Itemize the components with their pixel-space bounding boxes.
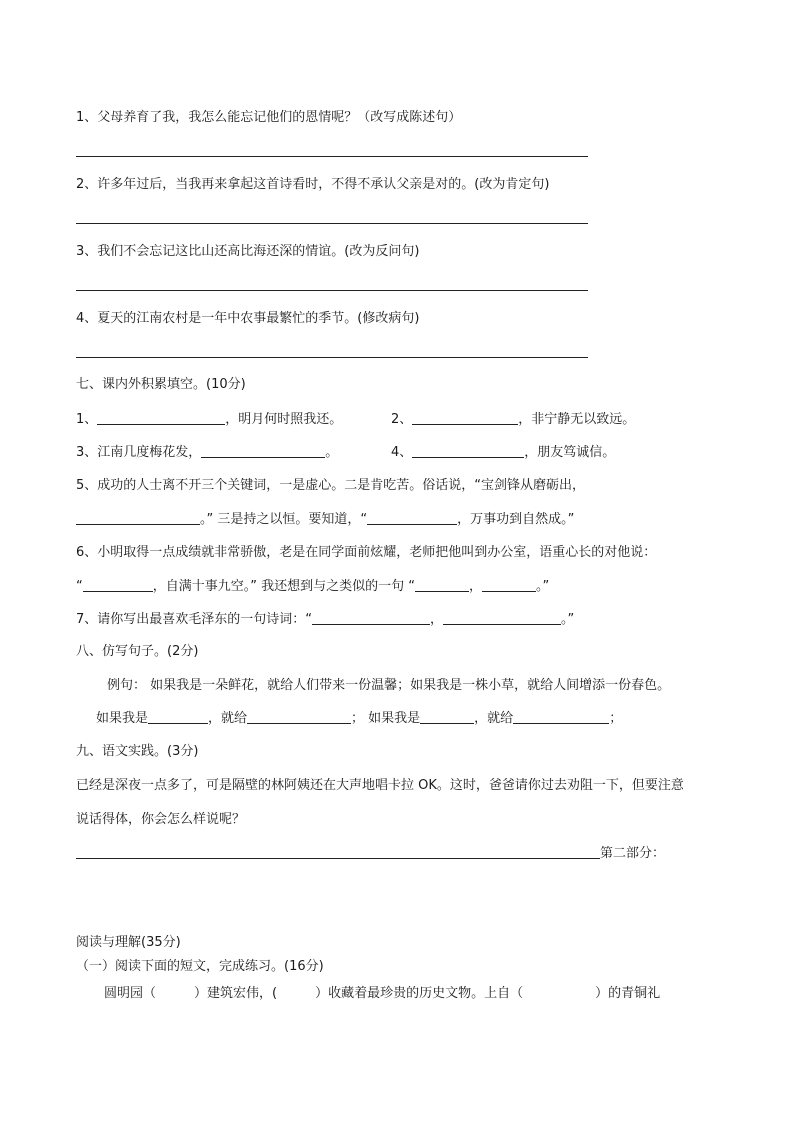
fill-item-5-end: ，万事功到自然成。”	[457, 512, 575, 527]
imitation-blank-1[interactable]	[148, 710, 208, 724]
passage-part-c: ）收藏着最珍贵的历史文物。上自（	[315, 986, 524, 1001]
practice-answer-row	[76, 845, 665, 862]
fill-item-7-close: 。”	[561, 612, 575, 627]
fill-item-6-open: “	[76, 579, 83, 594]
fill-item-1-suffix: ，明月何时照我还。	[225, 412, 343, 427]
fill-blank-6a[interactable]	[83, 578, 153, 592]
fill-blank-4[interactable]	[412, 444, 524, 458]
fill-blank-6b[interactable]	[415, 578, 469, 592]
fill-blank-3[interactable]	[201, 444, 325, 458]
fill-blank-7b[interactable]	[443, 611, 561, 625]
section-9-title: 九、语文实践。(3分)	[76, 744, 199, 759]
fill-item-5-line-1: 5、成功的人士离不开三个关键词，一是虚心。二是肯吃苦。俗话说，“宝剑锋从磨砺出，	[76, 478, 586, 493]
section-8-title: 八、仿写句子。(2分)	[76, 644, 199, 659]
imitation-p5: ；	[609, 711, 623, 726]
fill-blank-5a[interactable]	[76, 511, 200, 525]
practice-answer-line[interactable]	[76, 845, 600, 859]
fill-item-4-suffix: ，朋友笃诚信。	[524, 445, 616, 460]
rewrite-question-4: 4、夏天的江南农村是一年中农事最繁忙的季节。(修改病句)	[76, 311, 420, 326]
fill-item-3	[76, 444, 338, 461]
fill-blank-7a[interactable]	[312, 611, 430, 625]
answer-line-2[interactable]	[76, 223, 588, 224]
part-two-label: 第二部分：	[600, 846, 666, 861]
fill-item-2-prefix: 2、	[391, 412, 413, 427]
fill-item-6-comma: ，	[469, 579, 483, 594]
imitation-p3: ； 如果我是	[351, 711, 421, 726]
reading-subtitle: （一）阅读下面的短文，完成练习。(16分)	[76, 959, 324, 974]
practice-text-line-2: 说话得体，你会怎么样说呢？	[76, 812, 246, 827]
fill-item-7-comma: ，	[430, 612, 444, 627]
passage-part-a: 圆明园（	[104, 986, 157, 1001]
fill-item-7	[76, 611, 574, 628]
imitation-blank-3[interactable]	[420, 710, 474, 724]
fill-item-3-suffix: 。	[325, 445, 339, 460]
fill-blank-5b[interactable]	[367, 511, 457, 525]
fill-item-6-line-1: 6、小明取得一点成绩就非常骄傲，老是在同学面前炫耀，老师把他叫到办公室，语重心长的对他说：	[76, 545, 657, 560]
fill-item-6-line-2	[76, 578, 549, 595]
answer-line-4[interactable]	[76, 357, 588, 358]
fill-item-1-prefix: 1、	[76, 412, 98, 427]
passage-part-d: ）的青铜礼	[595, 986, 661, 1001]
fill-item-5-mid: 。” 三是持之以恒。要知道，“	[200, 512, 368, 527]
fill-item-5-line-2	[76, 511, 574, 528]
fill-item-6-close: 。”	[536, 579, 550, 594]
section-7-title: 七、课内外积累填空。(10分)	[76, 377, 246, 392]
imitation-blank-4[interactable]	[513, 710, 609, 724]
imitation-blank-2[interactable]	[247, 710, 351, 724]
reading-title: 阅读与理解(35分)	[76, 935, 181, 950]
fill-item-3-prefix: 3、江南几度梅花发，	[76, 445, 202, 460]
fill-item-2	[391, 411, 635, 428]
fill-item-4-prefix: 4、	[391, 445, 413, 460]
passage-part-b: ）建筑宏伟，(	[194, 986, 278, 1001]
reading-passage-line-1	[104, 986, 660, 1002]
fill-item-6-mid: ，自满十事九空。” 我还想到与之类似的一句 “	[152, 579, 415, 594]
fill-item-2-suffix: ，非宁静无以致远。	[518, 412, 636, 427]
rewrite-question-1: 1、父母养育了我，我怎么能忘记他们的恩情呢？（改写成陈述句）	[76, 110, 462, 125]
answer-line-3[interactable]	[76, 290, 588, 291]
fill-item-1	[76, 411, 342, 428]
imitation-p1: 如果我是	[96, 711, 149, 726]
practice-text-line-1: 已经是深夜一点多了，可是隔壁的林阿姨还在大声地唱卡拉 OK。这时，爸爸请你过去劝阻一下，但要注意	[76, 778, 684, 793]
fill-blank-2[interactable]	[412, 411, 518, 425]
fill-blank-6c[interactable]	[482, 578, 536, 592]
fill-item-4	[391, 444, 615, 461]
imitation-answer	[96, 710, 622, 727]
imitation-p4: ，就给	[474, 711, 514, 726]
rewrite-question-2: 2、许多年过后，当我再来拿起这首诗看时，不得不承认父亲是对的。(改为肯定句)	[76, 177, 550, 192]
fill-blank-1[interactable]	[97, 411, 225, 425]
imitation-example: 例句： 如果我是一朵鲜花，就给人们带来一份温馨；如果我是一株小草，就给人间增添一份春色。	[107, 678, 671, 693]
fill-item-7-prefix: 7、请你写出最喜欢毛泽东的一句诗词：“	[76, 612, 313, 627]
answer-line-1[interactable]	[76, 156, 588, 157]
imitation-p2: ，就给	[208, 711, 248, 726]
rewrite-question-3: 3、我们不会忘记这比山还高比海还深的情谊。(改为反问句)	[76, 244, 420, 259]
